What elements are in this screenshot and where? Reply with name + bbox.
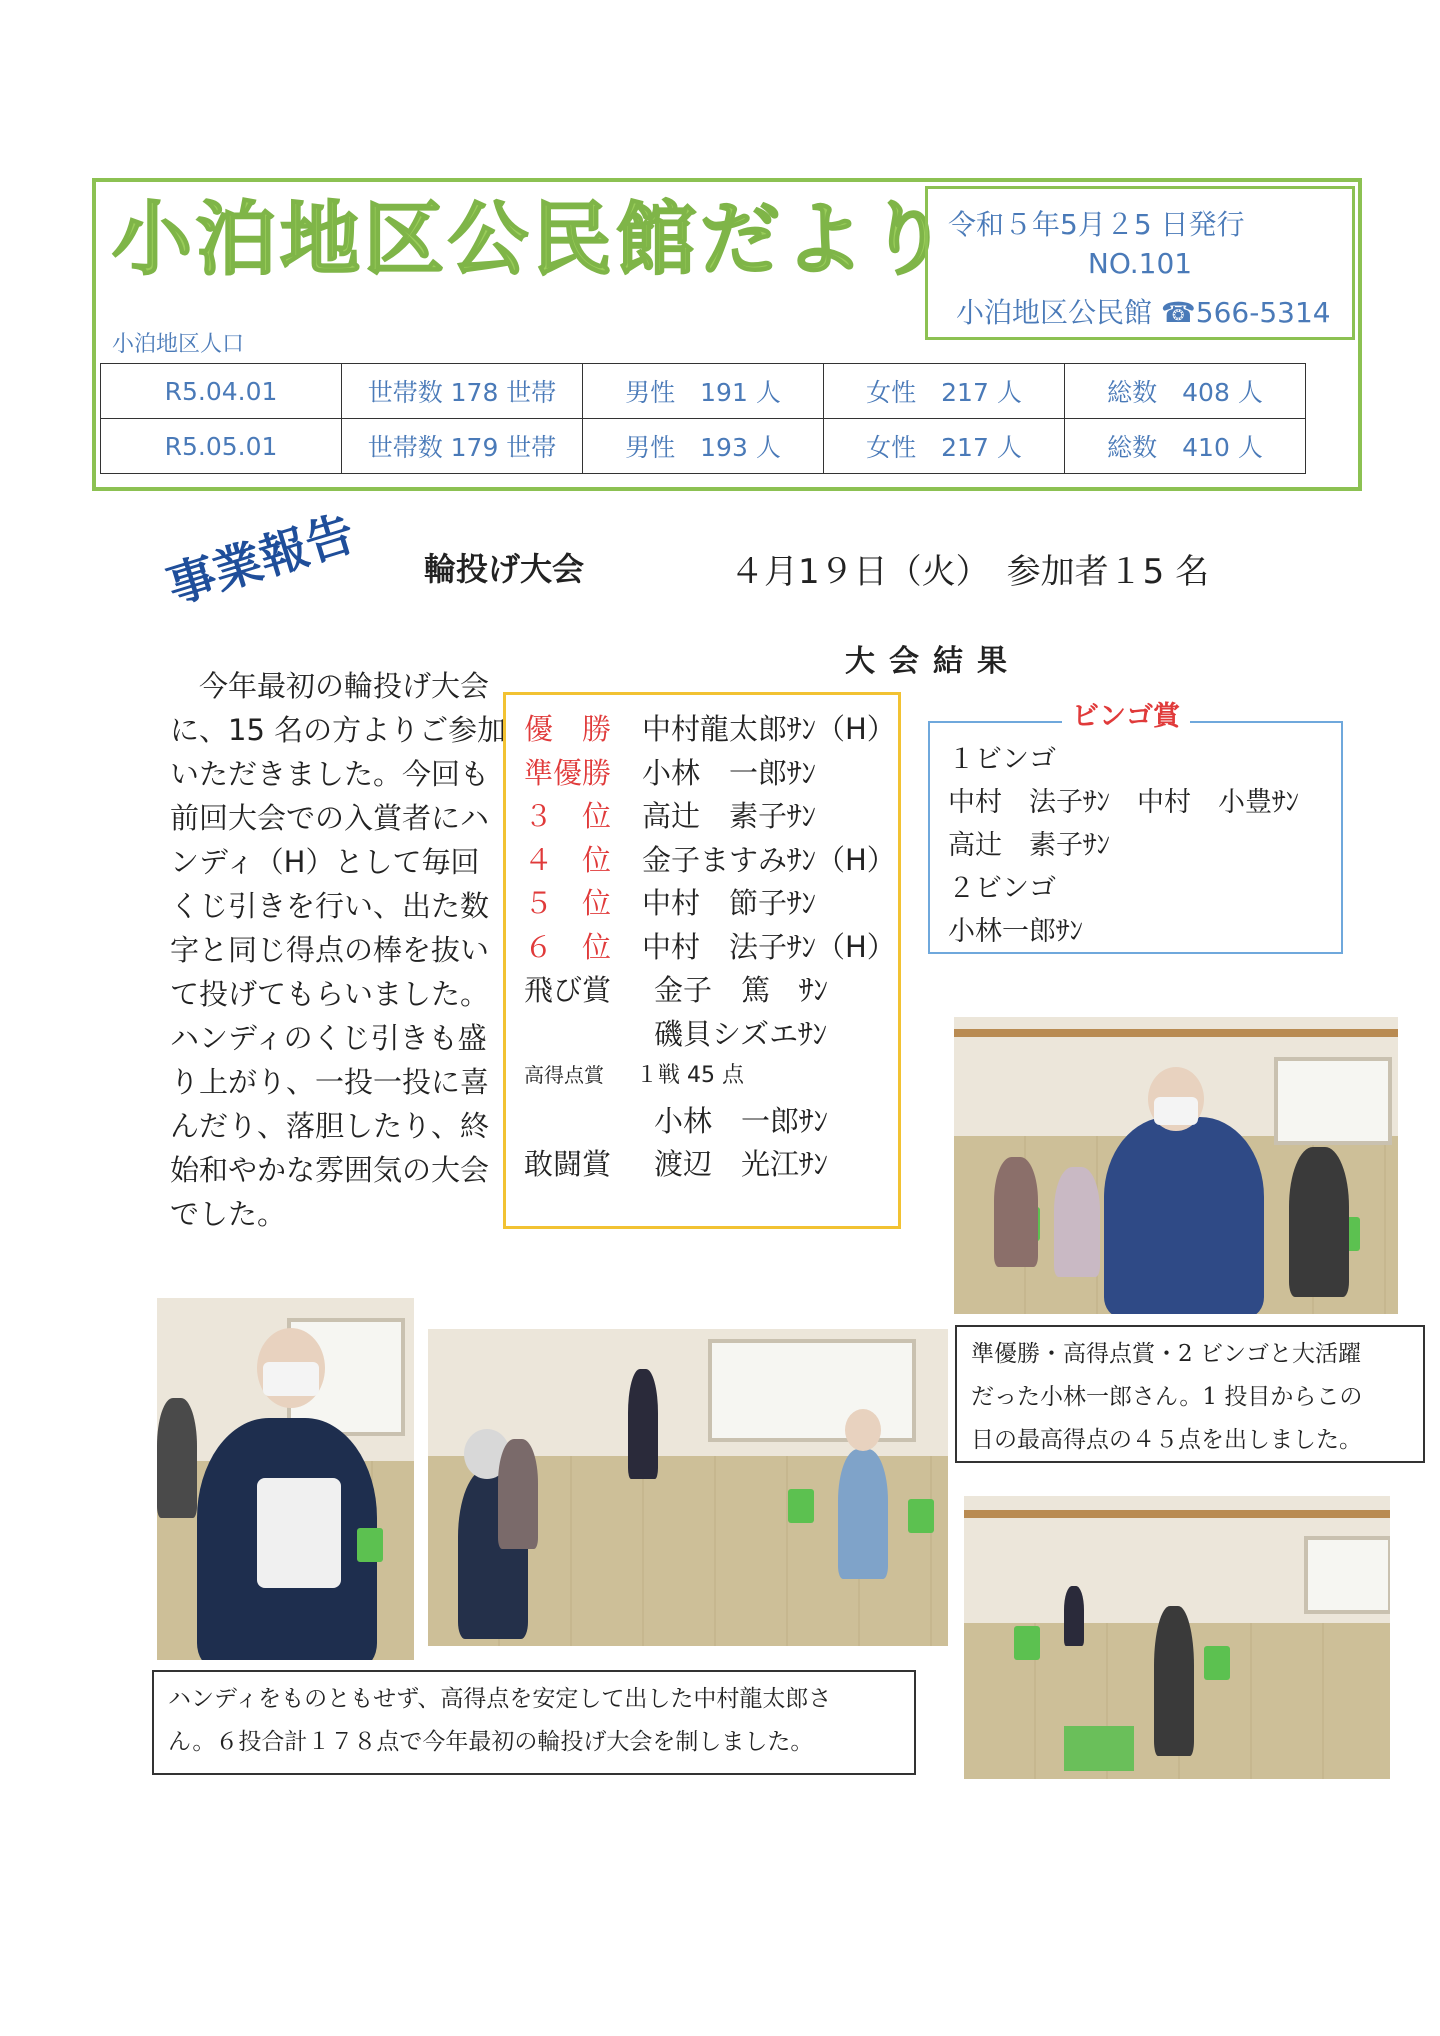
section-title: 事業報告 [161, 505, 362, 616]
body-line: て投げてもらいました。 [170, 977, 490, 1011]
table-cell: 世帯数 179 世帯 [342, 419, 583, 474]
bingo-line: ２ビンゴ [948, 873, 1056, 904]
wooden-stand [1064, 1726, 1134, 1771]
photo-hall-wide-view [964, 1496, 1390, 1779]
event-name: 輪投げ大会 [424, 550, 585, 588]
result-rank: 敢闘賞 [524, 1147, 612, 1181]
bingo-line: 高辻 素子ｻﾝ [948, 830, 1110, 861]
issue-date: 令和５年5月２5 日発行 [948, 208, 1245, 241]
body-line: り上がり、一投一投に喜 [170, 1065, 490, 1099]
result-rank: ４ 位 [524, 842, 612, 877]
body-line: んだり、落胆したり、終 [170, 1109, 490, 1143]
caption-line: ハンディをものともせず、高得点を安定して出した中村龍太郎さ [168, 1686, 832, 1712]
result-row [524, 968, 828, 1009]
caption-line: ん。６投合計１７８点で今年最初の輪投げ大会を制しました。 [168, 1729, 814, 1755]
result-name: 中村 法子ｻﾝ（H） [642, 929, 896, 964]
caption-line: 日の最高得点の４５点を出しました。 [971, 1427, 1362, 1453]
table-cell: 総数 408 人 [1065, 364, 1306, 419]
newsletter-title: 小泊地区公民館だより [112, 193, 952, 286]
result-rank: 準優勝 [524, 755, 612, 790]
bingo-line: 小林一郎ｻﾝ [948, 916, 1083, 947]
result-row [524, 794, 816, 835]
result-row [524, 838, 896, 879]
table-cell: 男性 191 人 [583, 364, 824, 419]
result-row [524, 707, 896, 748]
result-name: 金子ますみｻﾝ（H） [642, 842, 896, 877]
table-cell: 男性 193 人 [583, 419, 824, 474]
population-table [100, 363, 1306, 474]
body-line: いただきました。今回も [170, 757, 490, 791]
result-row [524, 881, 816, 922]
photo-winner-holding-prize [157, 1298, 414, 1660]
caption-line: 準優勝・高得点賞・2 ビンゴと大活躍 [971, 1341, 1361, 1367]
photo-caption-bottom [152, 1670, 916, 1775]
event-date: ４月1９日（火） 参加者１5 名 [730, 552, 1210, 592]
body-line: 字と同じ得点の棒を抜い [170, 933, 490, 967]
bingo-title: ビンゴ賞 [1062, 694, 1190, 733]
body-line: ンディ（H）として毎回 [170, 845, 480, 879]
result-name: 磯貝シズエｻﾝ [654, 1016, 828, 1051]
result-rank: 飛び賞 [524, 973, 612, 1007]
result-row [524, 1012, 827, 1053]
result-row [524, 751, 816, 792]
table-cell: 女性 217 人 [824, 364, 1065, 419]
prize-package [257, 1478, 341, 1588]
body-line: 始和やかな雰囲気の大会 [170, 1153, 490, 1187]
body-line: くじ引きを行い、出た数 [170, 889, 490, 923]
result-rank: ５ 位 [524, 886, 612, 920]
photo-caption-right [955, 1325, 1425, 1463]
results-box [503, 692, 901, 1229]
results-heading: 大会結果 [845, 644, 1021, 679]
result-name: 渡辺 光江ｻﾝ [654, 1147, 829, 1181]
body-line: ハンディのくじ引きも盛 [170, 1021, 487, 1055]
table-cell: R5.04.01 [101, 364, 342, 419]
table-row [101, 364, 1306, 419]
table-cell: 世帯数 178 世帯 [342, 364, 583, 419]
result-rank: 優 勝 [524, 712, 612, 746]
result-name: １戦 45 点 [636, 1063, 744, 1088]
bingo-box [928, 721, 1343, 954]
bingo-line: 中村 法子ｻﾝ 中村 小豊ｻﾝ [948, 787, 1299, 818]
report-body [170, 664, 507, 1236]
result-rank: 高得点賞 [524, 1063, 604, 1087]
bingo-line: １ビンゴ [948, 744, 1056, 775]
photo-participants-seated [428, 1329, 948, 1646]
result-rank: ３ 位 [524, 799, 612, 833]
table-cell: 女性 217 人 [824, 419, 1065, 474]
body-line: 前回大会での入賞者にハ [170, 801, 490, 835]
result-name: 高辻 素子ｻﾝ [642, 799, 817, 833]
population-label: 小泊地区人口 [112, 332, 245, 357]
body-line: でした。 [170, 1197, 287, 1231]
result-name: 中村龍太郎ｻﾝ（H） [642, 712, 896, 746]
body-line: 今年最初の輪投げ大会 [170, 669, 490, 703]
issue-number: NO.101 [1087, 247, 1193, 280]
result-row [524, 1055, 744, 1089]
result-row [524, 925, 896, 966]
result-name: 金子 篤 ｻﾝ [654, 973, 829, 1007]
result-row [524, 1142, 828, 1183]
result-name: 中村 節子ｻﾝ [642, 886, 817, 920]
result-name: 小林 一郎ｻﾝ [642, 755, 817, 790]
issue-organization: 小泊地区公民館 ☎566-5314 [956, 296, 1331, 329]
table-cell: 総数 410 人 [1065, 419, 1306, 474]
caption-line: だった小林一郎さん。1 投目からこの [971, 1384, 1363, 1410]
issue-info-box [925, 186, 1355, 340]
table-cell: R5.05.01 [101, 419, 342, 474]
photo-hall-man-with-gift [954, 1017, 1398, 1314]
result-name: 小林 一郎ｻﾝ [654, 1103, 829, 1138]
result-rank: ６ 位 [524, 929, 612, 964]
result-row [524, 1099, 828, 1140]
table-row [101, 419, 1306, 474]
body-line: に、15 名の方よりご参加 [170, 713, 507, 747]
